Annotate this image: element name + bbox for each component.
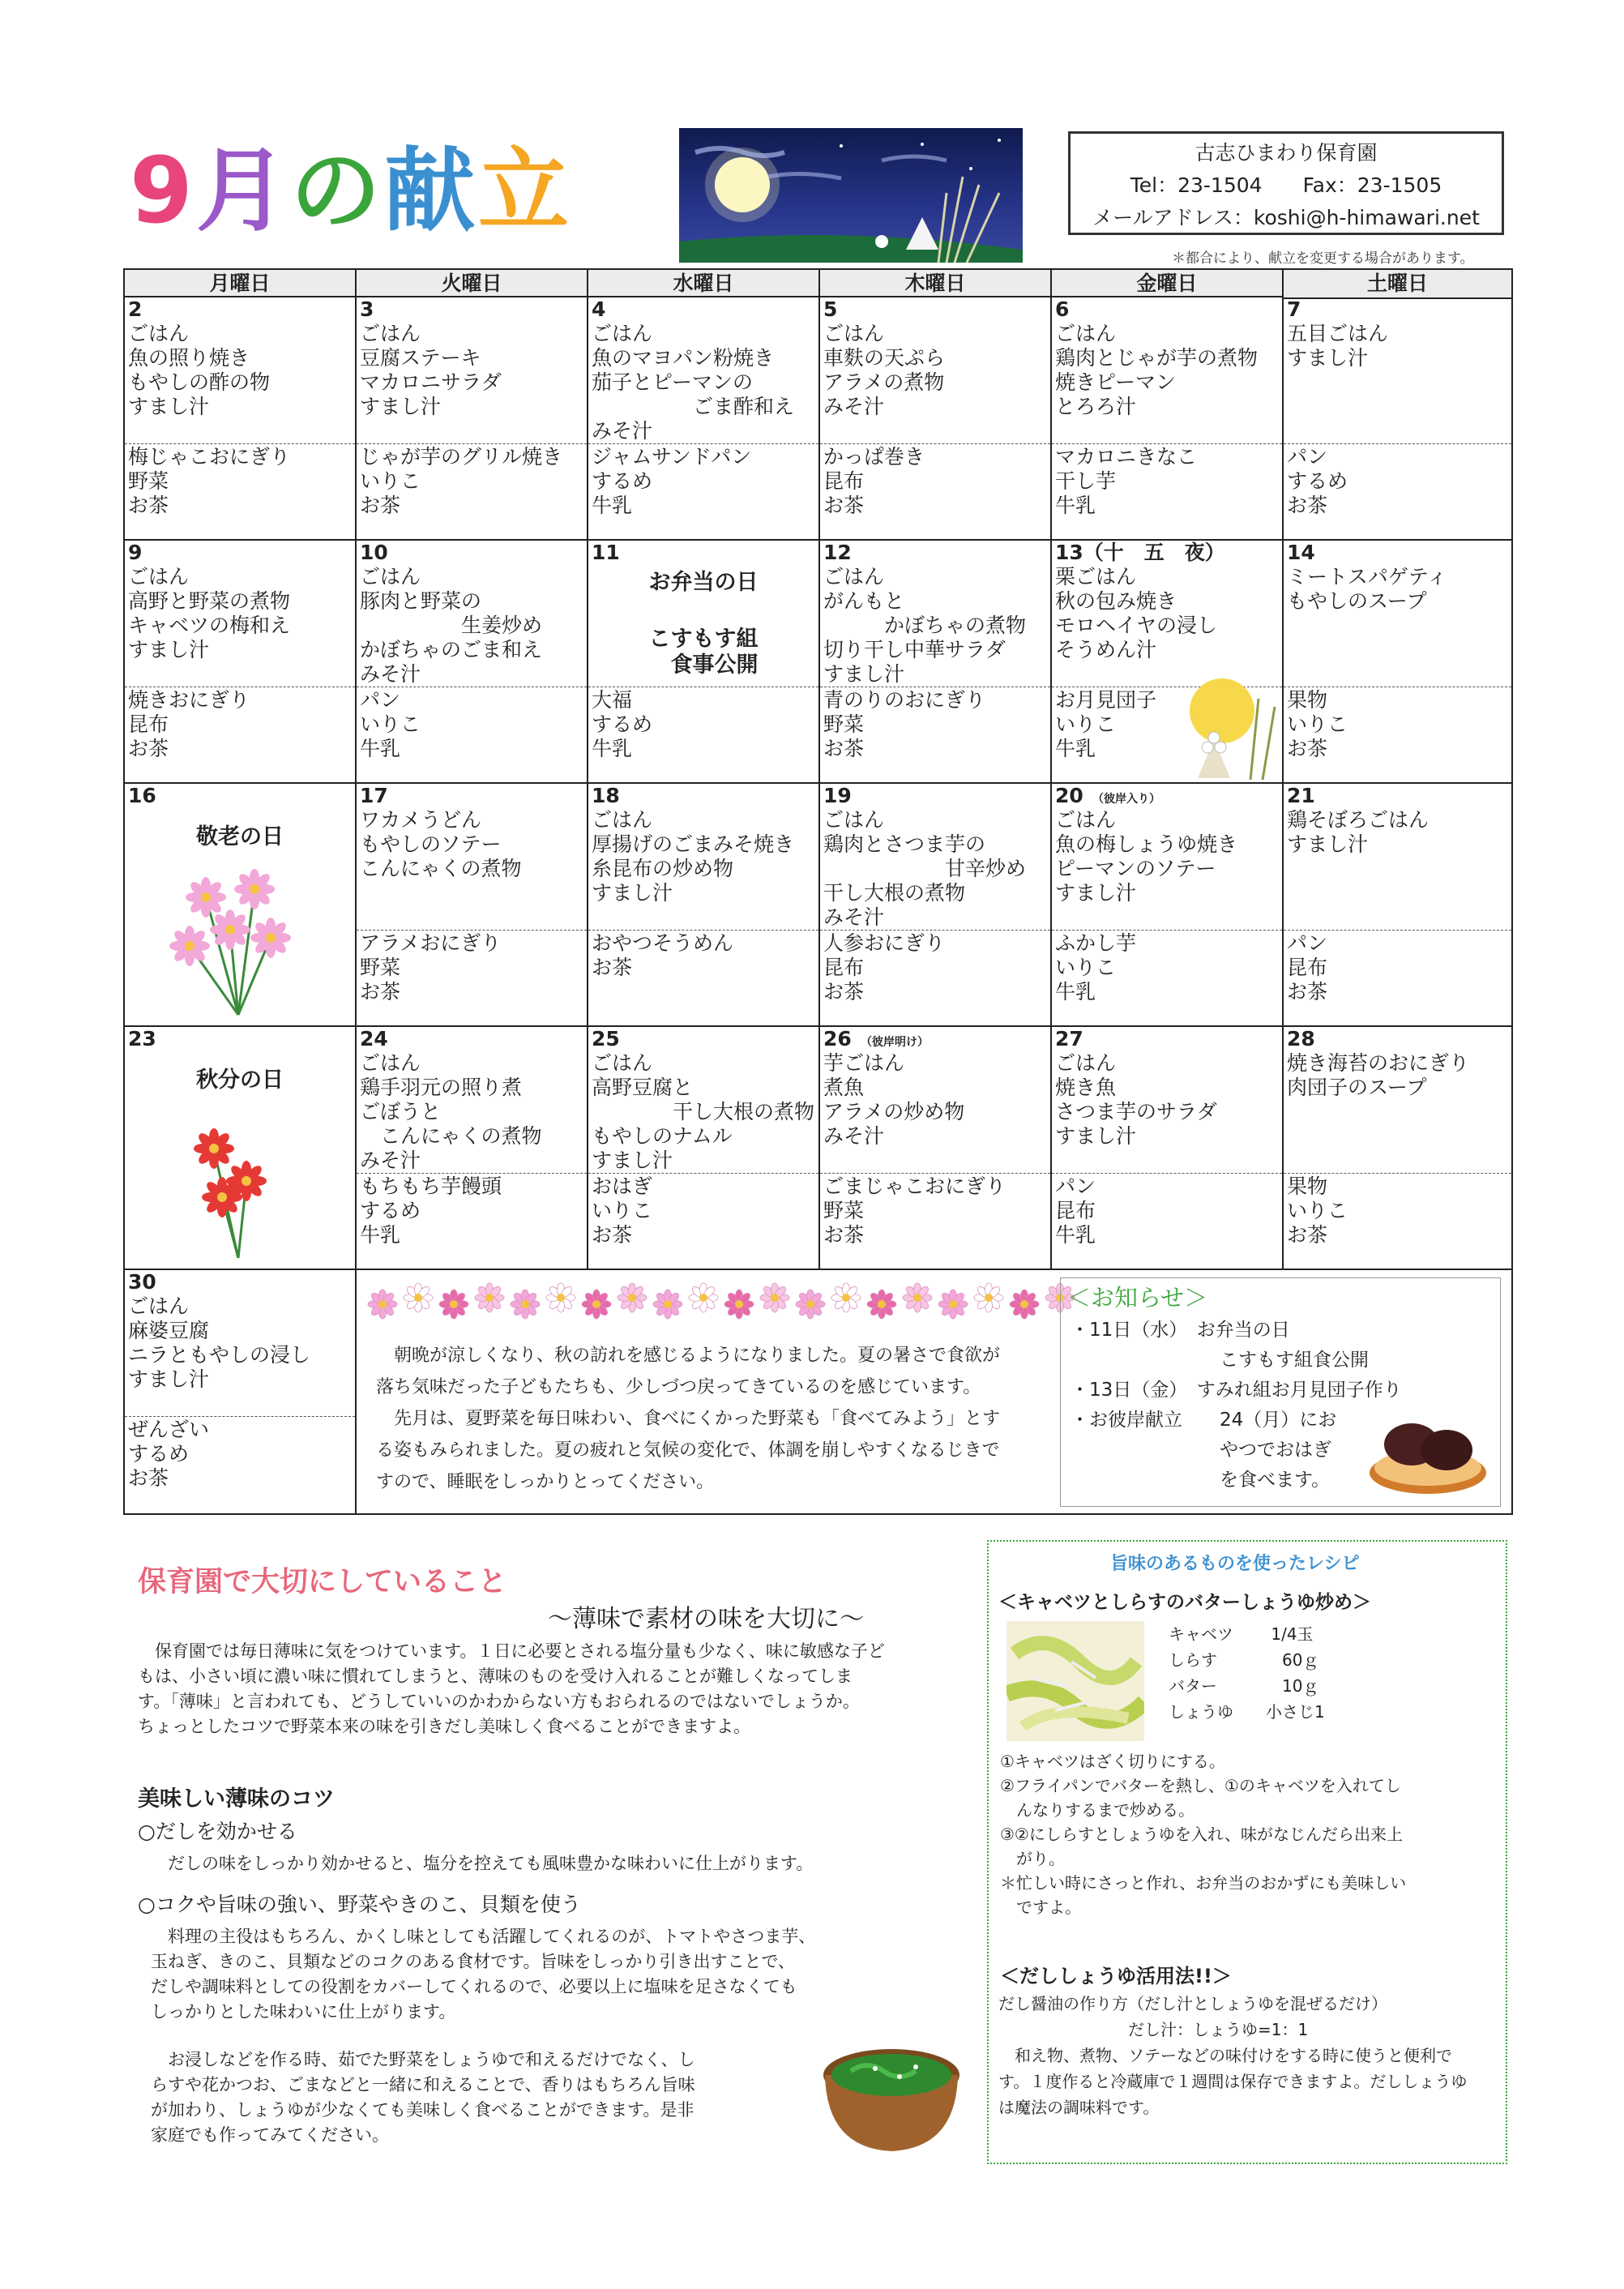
- snack-menu: パン するめ お茶: [1287, 445, 1348, 517]
- snack-divider: [820, 443, 1050, 444]
- snack-menu: じゃが芋のグリル焼き いりこ お茶: [360, 445, 563, 517]
- lunch-menu: ごはん 高野豆腐と 干し大根の煮物 もやしのナムル すまし汁: [592, 1051, 815, 1172]
- day-cell: [357, 297, 588, 541]
- holiday-label: 敬老の日: [196, 824, 284, 849]
- title-char: 月: [195, 139, 290, 244]
- weekday-header: 土曜日: [1284, 270, 1511, 299]
- snack-menu: ふかし芋 いりこ 牛乳: [1055, 931, 1137, 1003]
- snack-divider: [588, 443, 818, 444]
- title-char: の: [289, 139, 384, 244]
- day-number: 11: [592, 541, 620, 564]
- lunch-menu: ごはん 麻婆豆腐 ニラともやしの浸し すまし汁: [128, 1294, 311, 1391]
- snack-menu: 青のりのおにぎり 野菜 お茶: [823, 688, 986, 760]
- snack-menu: 果物 いりこ お茶: [1287, 688, 1348, 760]
- lunch-menu: 栗ごはん 秋の包み焼き モロヘイヤの浸し そうめん汁: [1055, 565, 1218, 661]
- day-cell: [357, 784, 588, 1027]
- day-number: 3: [360, 297, 374, 321]
- spider-lily-illustration: [157, 1108, 319, 1262]
- lunch-menu: ごはん 豚肉と野菜の 生姜炒め かぼちゃのごま和え みそ汁: [360, 565, 543, 686]
- snack-menu: ごまじゃこおにぎり 野菜 お茶: [823, 1174, 1006, 1247]
- day-cell: [820, 297, 1052, 541]
- snack-divider: [1052, 930, 1282, 931]
- lunch-menu: 五目ごはん すまし汁: [1287, 322, 1389, 370]
- lunch-menu: ごはん 車麩の天ぷら アラメの煮物 みそ汁: [823, 322, 946, 418]
- day-note: （彼岸入り）: [1092, 793, 1160, 806]
- snack-menu: ジャムサンドパン するめ 牛乳: [592, 445, 752, 517]
- day-cell: [357, 1027, 588, 1270]
- day-cell: [588, 1027, 820, 1270]
- day-number: 25: [592, 1027, 620, 1050]
- day-cell: [588, 297, 820, 541]
- day-number: 5: [823, 297, 838, 321]
- snack-menu: マカロニきなこ 干し芋 牛乳: [1055, 445, 1198, 517]
- recipe-ingredients: キャベツ 1/4玉 しらす 60ｇ バター 10ｇ しょうゆ 小さじ1: [1169, 1624, 1325, 1722]
- day-cell: [125, 297, 357, 541]
- day-number: 7: [1287, 297, 1301, 321]
- snack-divider: [1052, 443, 1282, 444]
- lunch-menu: ごはん 魚の照り焼き もやしの酢の物 すまし汁: [128, 322, 271, 418]
- tip-heading: ○だしを効かせる: [138, 1820, 297, 1843]
- email-address: メールアドレス：koshi@h-himawari.net: [1092, 206, 1480, 229]
- announcement-body: ・11日（水） お弁当の日 こすもす組食公開 ・13日（金） すみれ組お月見団子作り ・お彼岸献立 24（月）にお やつでおはぎ を食べます。: [1071, 1320, 1402, 1491]
- day-note: （彼岸明け）: [861, 1036, 929, 1049]
- day-cell: [820, 1027, 1052, 1270]
- snack-divider: [1284, 443, 1511, 444]
- weekday-header: 水曜日: [588, 270, 820, 297]
- day-number: 27: [1055, 1027, 1083, 1050]
- nursery-name: 古志ひまわり保育園: [1194, 141, 1378, 165]
- day-number: 14: [1287, 541, 1315, 564]
- ohagi-illustration: [1367, 1400, 1489, 1497]
- snack-menu: 焼きおにぎり 昆布 お茶: [128, 688, 250, 760]
- day-cell: [125, 784, 357, 1027]
- tip-text: だしの味をしっかり効かせると、塩分を控えても風味豊かな味わいに仕上がります。: [151, 1854, 814, 1873]
- snack-menu: お月見団子 いりこ 牛乳: [1055, 688, 1157, 760]
- lunch-menu: ごはん 鶏肉とじゃが芋の煮物 焼きピーマン とろろ汁: [1055, 322, 1259, 418]
- contact-box: [1068, 131, 1504, 235]
- day-number: 28: [1287, 1027, 1315, 1050]
- announcement-box: [1060, 1277, 1501, 1507]
- day-number: 13（十 五 夜）: [1055, 541, 1225, 564]
- day-cell: [357, 541, 588, 784]
- tsukimi-dango-illustration: [1182, 674, 1279, 780]
- tip-heading: ○コクや旨味の強い、野菜やきのこ、貝類を使う: [138, 1893, 581, 1916]
- weekday-header: 火曜日: [357, 270, 588, 297]
- cosmos-flower-illustration: [157, 865, 319, 1019]
- snack-divider: [125, 1416, 355, 1417]
- lunch-menu: 鶏そぼろごはん すまし汁: [1287, 808, 1430, 856]
- snack-menu: パン 昆布 お茶: [1287, 931, 1328, 1003]
- lunch-menu: 芋ごはん 煮魚 アラメの炒め物 みそ汁: [823, 1051, 965, 1148]
- lunch-menu: ごはん 魚の梅しょうゆ焼き ピーマンのソテー すまし汁: [1055, 808, 1238, 905]
- day-number: 23: [128, 1027, 156, 1050]
- day-number: 19: [823, 784, 852, 807]
- title-char: 献: [383, 139, 478, 244]
- lunch-menu: ごはん 厚揚げのごまみそ焼き 糸昆布の炒め物 すまし汁: [592, 808, 795, 905]
- snack-divider: [1052, 1173, 1282, 1174]
- snack-divider: [820, 1173, 1050, 1174]
- lunch-menu: ミートスパゲティ もやしのスープ: [1287, 565, 1447, 613]
- snack-menu: ぜんざい するめ お茶: [128, 1418, 210, 1490]
- title-char: 立: [477, 139, 572, 244]
- holiday-label: 秋分の日: [196, 1067, 284, 1093]
- snack-menu: 梅じゃこおにぎり 野菜 お茶: [128, 445, 291, 517]
- day-number: 12: [823, 541, 852, 564]
- recipe-box-title: 旨味のあるものを使ったレシピ: [1110, 1554, 1360, 1574]
- dashi-title: ＜だししょうゆ活用法!!＞: [1000, 1965, 1232, 1987]
- day-cell: [1052, 784, 1284, 1027]
- day-cell: [125, 1027, 357, 1270]
- class-meal-open-label: こすもす組 食事公開: [648, 627, 759, 678]
- article-intro: 保育園では毎日薄味に気をつけています。１日に必要とされる塩分量も少なく、味に敏感な子ど もは、小さい頃に濃い味に慣れてしまうと、薄味のものを受け入れることが難しくなってしま す。「薄味」と言われても、どうしていいのかわからない方もおられるのではないでしょうか。 ちょっとしたコツで野菜本来の味を引きだし美味しく食べることができますよ。: [138, 1641, 885, 1736]
- recipe-steps: ①キャベツはざく切りにする。 ②フライパンでバターを熱し、①のキャベツを入れてし んなりするまで炒める。 ③②にしらすとしょうゆを入れ、味がなじんだら出来上 がり。 ＊忙しい時にさっと作れ、お弁当のおかずにも美味しい ですよ。: [1000, 1752, 1407, 1917]
- tip-text: お浸しなどを作る時、茹でた野菜をしょうゆで和えるだけでなく、し らすや花かつお、ごまなどと一緒に和えることで、香りはもちろん旨味 が加わり、しょうゆが少なくても美味しく食べることができます。是非 家庭でも作ってみてください。: [151, 2050, 695, 2145]
- lunch-menu: 焼き海苔のおにぎり 肉団子のスープ: [1287, 1051, 1470, 1099]
- snack-menu: おやつそうめん お茶: [592, 931, 734, 979]
- snack-menu: おはぎ いりこ お茶: [592, 1174, 653, 1247]
- lunch-menu: ごはん 焼き魚 さつま芋のサラダ すまし汁: [1055, 1051, 1217, 1148]
- day-cell: [1052, 297, 1284, 541]
- lunch-menu: ごはん 高野と野菜の煮物 キャベツの梅和え すまし汁: [128, 565, 291, 661]
- lunch-menu: ごはん 鶏肉とさつま芋の 甘辛炒め 干し大根の煮物 みそ汁: [823, 808, 1027, 929]
- day-number: 6: [1055, 297, 1070, 321]
- day-number: 2: [128, 297, 143, 321]
- bento-day-label: お弁当の日: [648, 570, 759, 595]
- day-number: 18: [592, 784, 620, 807]
- tel-fax: Tel：23-1504 Fax：23-1505: [1130, 173, 1442, 197]
- monthly-message: 朝晩が涼しくなり、秋の訪れを感じるようになりました。夏の暑さで食欲が 落ち気味だった子どもたちも、少しづつ戻ってきているのを感じています。 先月は、夏野菜を毎日味わい、食べにくかった野菜も「食べてみよう」とす る姿もみられました。夏の疲れと気候の変化で、体調を崩しやすくなるじきで すので、睡眠をしっかりとってください。: [376, 1346, 1001, 1492]
- snack-menu: パン いりこ 牛乳: [360, 688, 421, 760]
- snack-divider: [1284, 930, 1511, 931]
- day-number: 21: [1287, 784, 1315, 807]
- day-number: 9: [128, 541, 143, 564]
- day-number: 20: [1055, 784, 1083, 807]
- snack-divider: [357, 1173, 587, 1174]
- day-number: 16: [128, 784, 156, 807]
- snack-menu: アラメおにぎり 野菜 お茶: [360, 931, 502, 1003]
- lunch-menu: ごはん 豆腐ステーキ マカロニサラダ すまし汁: [360, 322, 502, 418]
- day-cell: [1052, 1027, 1284, 1270]
- day-cell: [1284, 541, 1511, 784]
- ohitashi-bowl-illustration: [818, 2026, 964, 2156]
- snack-divider: [588, 930, 818, 931]
- day-cell: [1284, 297, 1511, 541]
- day-number: 10: [360, 541, 388, 564]
- lunch-menu: ごはん がんもと かぼちゃの煮物 切り干し中華サラダ すまし汁: [823, 565, 1027, 686]
- lunch-menu: ワカメうどん もやしのソテー こんにゃくの煮物: [360, 808, 522, 880]
- snack-menu: 果物 いりこ お茶: [1287, 1174, 1348, 1247]
- change-notice: ＊都合により、献立を変更する場合があります。: [1172, 250, 1474, 267]
- tips-heading: 美味しい薄味のコツ: [138, 1786, 335, 1812]
- cabbage-shirasu-photo: [1006, 1621, 1144, 1741]
- day-cell: [588, 541, 820, 784]
- snack-divider: [588, 1173, 818, 1174]
- weekday-header: 金曜日: [1052, 270, 1284, 297]
- snack-menu: パン 昆布 牛乳: [1055, 1174, 1096, 1247]
- snack-menu: かっぱ巻き 昆布 お茶: [823, 445, 925, 517]
- snack-divider: [1284, 1173, 1511, 1174]
- day-number: 24: [360, 1027, 388, 1050]
- lunch-menu: ごはん 魚のマヨパン粉焼き 茄子とピーマンの ごま酢和え みそ汁: [592, 322, 795, 443]
- page-title: [130, 139, 572, 244]
- snack-menu: 人参おにぎり 昆布 お茶: [823, 931, 946, 1003]
- snack-divider: [357, 930, 587, 931]
- snack-divider: [125, 443, 355, 444]
- lunch-menu: ごはん 鶏手羽元の照り煮 ごぼうと こんにゃくの煮物 みそ汁: [360, 1051, 542, 1172]
- snack-menu: 大福 するめ 牛乳: [592, 688, 653, 760]
- day-cell: [1284, 1027, 1511, 1270]
- day-cell: [1052, 541, 1284, 784]
- weekday-header: 月曜日: [125, 270, 357, 297]
- article-title: 保育園で大切にしていること: [138, 1566, 507, 1598]
- weekday-header: 木曜日: [820, 270, 1052, 297]
- title-char: 9: [130, 139, 196, 244]
- cosmos-garland-illustration: [365, 1277, 1078, 1327]
- day-number: 4: [592, 297, 606, 321]
- day-cell: [588, 784, 820, 1027]
- day-cell: [125, 541, 357, 784]
- snack-divider: [357, 443, 587, 444]
- day-cell: [125, 1270, 357, 1513]
- snack-divider: [820, 930, 1050, 931]
- day-number: 30: [128, 1270, 156, 1294]
- day-cell: [820, 541, 1052, 784]
- day-number: 17: [360, 784, 388, 807]
- article-subtitle: ～薄味で素材の味を大切に～: [548, 1605, 864, 1633]
- recipe-name: ＜キャベツとしらすのバターしょうゆ炒め＞: [998, 1592, 1371, 1613]
- day-cell: [1284, 784, 1511, 1027]
- announcement-title: ＜お知らせ＞: [1067, 1284, 1208, 1311]
- day-cell: [820, 784, 1052, 1027]
- tip-text: 料理の主役はもちろん、かくし味としても活躍してくれるのが、トマトやさつま芋、 玉ねぎ、きのこ、貝類などのコクのある食材です。旨味をしっかり引き出すことで、 だしや調味料としての役割をカバーしてくれるので、必要以上に塩味を足さなくても しっかりとした味わいに仕上がります。: [151, 1927, 816, 2022]
- day-number: 26: [823, 1027, 852, 1050]
- moon-night-illustration: [679, 128, 1023, 263]
- dashi-text: だし醤油の作り方（だし汁としょうゆを混ぜるだけ） だし汁：しょうゆ=1：1 和え物、煮物、ソテーなどの味付けをする時に使うと便利で す。１度作ると冷蔵庫で１週間は保存できますよ。だししょうゆ は魔法の調味料です。: [998, 1994, 1468, 2117]
- snack-menu: もちもち芋饅頭 するめ 牛乳: [360, 1174, 502, 1247]
